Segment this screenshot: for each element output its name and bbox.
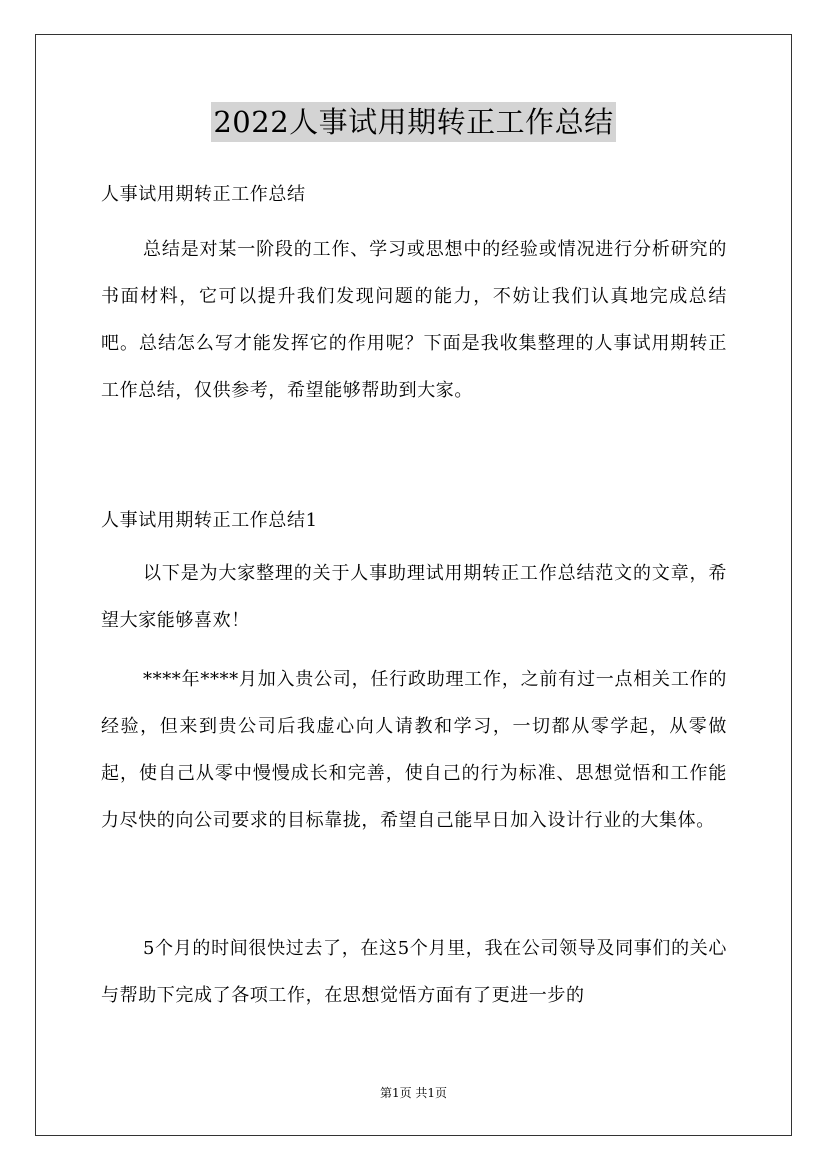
section-heading-2: 人事试用期转正工作总结1 bbox=[101, 510, 318, 531]
page-footer: 第1页 共1页 bbox=[379, 1086, 448, 1100]
paragraph-3: 5个月的时间很快过去了，在这5个月里，我在公司领导及同事们的关心与帮助下完成了各项工作，在思想觉悟方面有了更进一步的 bbox=[101, 938, 727, 1006]
document-title: 2022人事试用期转正工作总结 bbox=[211, 102, 615, 142]
section-heading-1: 人事试用期转正工作总结 bbox=[101, 184, 306, 205]
paragraph-1: 以下是为大家整理的关于人事助理试用期转正工作总结范文的文章，希望大家能够喜欢！ bbox=[101, 563, 727, 631]
title-container bbox=[0, 102, 827, 142]
paragraph-2: ****年****月加入贵公司，任行政助理工作，之前有过一点相关工作的经验，但来到贵公司后我虚心向人请教和学习，一切都从零学起，从零做起，使自己从零中慢慢成长和完善，使自己的行为标准、思想觉悟和工作能力尽快的向公司要求的目标靠拢，希望自己能早日加入设计行业的大集体。 bbox=[101, 669, 727, 831]
intro-paragraph: 总结是对某一阶段的工作、学习或思想中的经验或情况进行分析研究的书面材料，它可以提升我们发现问题的能力，不妨让我们认真地完成总结吧。总结怎么写才能发挥它的作用呢？下面是我收集整理的人事试用期转正工作总结，仅供参考，希望能够帮助到大家。 bbox=[101, 239, 727, 401]
